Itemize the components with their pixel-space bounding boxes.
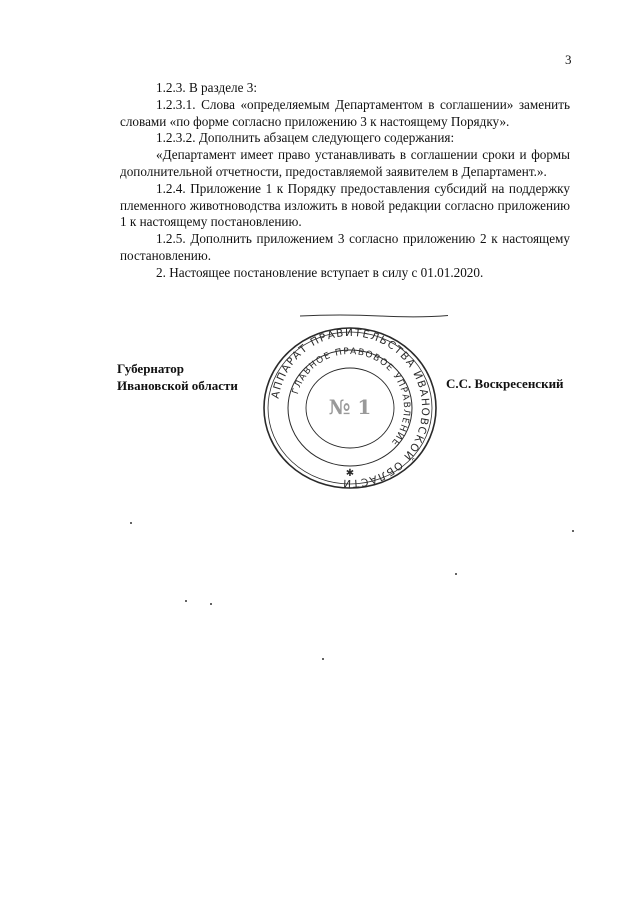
paragraph-1-2-3-1: 1.2.3.1. Слова «определяемым Департаментом в соглашении» заменить словами «по форме согласно приложению 3 к настоящему Порядку». [120, 96, 570, 129]
signatory-title-line2: Ивановской области [117, 378, 238, 393]
scan-speck [322, 658, 324, 660]
pen-underline-stroke [300, 314, 448, 318]
document-body [120, 80, 570, 282]
signatory-name: С.С. Воскресенский [446, 376, 564, 391]
scan-speck [572, 530, 574, 532]
paragraph-1-2-5: 1.2.5. Дополнить приложением 3 согласно приложению 2 к настоящему постановлению. [120, 231, 570, 263]
paragraph-2: 2. Настоящее постановление вступает в силу с 01.01.2020. [156, 264, 484, 280]
paragraph-1-2-4: 1.2.4. Приложение 1 к Порядку предоставления субсидий на поддержку племенного животноводства изложить в новой редакции согласно приложению 1 к настоящему постановлению. [120, 180, 570, 230]
paragraph-quote: «Департамент имеет право устанавливать в соглашении сроки и формы дополнительной отчетности, предоставляемой заявителем в Департамент.». [120, 147, 570, 179]
scan-speck [185, 600, 187, 602]
paragraph-1-2-3: 1.2.3. В разделе 3: [156, 80, 258, 95]
scan-speck [455, 573, 457, 575]
seal-outer-text: АППАРАТ ПРАВИТЕЛЬСТВА ИВАНОВСКОЙ ОБЛАСТИ [269, 326, 432, 490]
page-number: 3 [565, 52, 572, 67]
seal-inner-text: ГЛАВНОЕ ПРАВОВОЕ УПРАВЛЕНИЕ [290, 346, 412, 448]
scan-speck [130, 522, 132, 524]
seal-star-icon: ✱ [345, 468, 355, 479]
signatory-title-line1: Губернатор [117, 361, 185, 376]
paragraph-1-2-3-2: 1.2.3.2. Дополнить абзацем следующего содержания: [156, 130, 455, 146]
signatory-title [117, 360, 238, 394]
seal-center-number: № 1 [328, 395, 372, 419]
official-seal-stamp [260, 326, 440, 491]
scan-speck [210, 603, 212, 605]
